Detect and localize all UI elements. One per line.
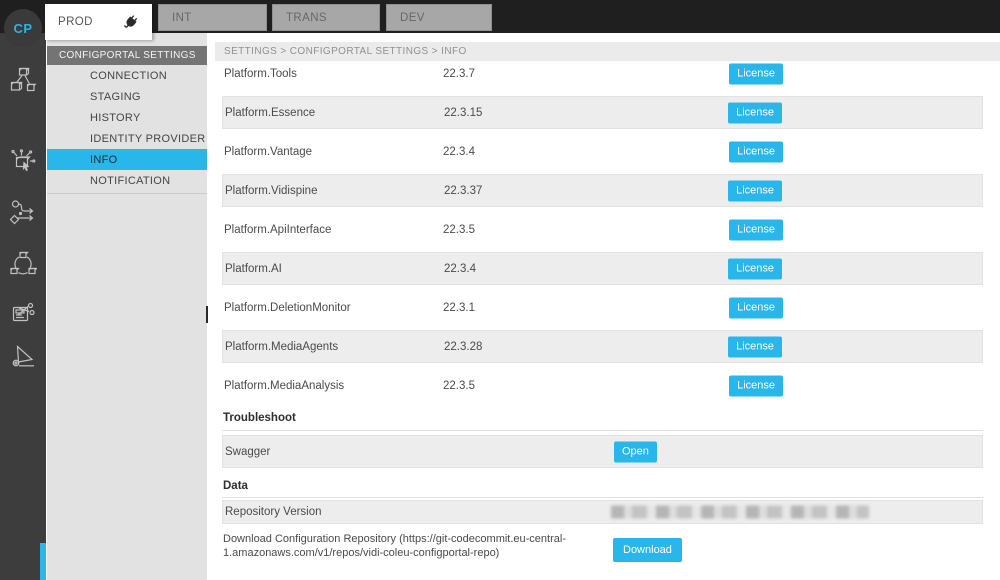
component-version: 22.3.15 bbox=[444, 106, 483, 119]
sidebar-item-history[interactable]: HISTORY bbox=[90, 111, 141, 124]
component-version: 22.3.5 bbox=[443, 223, 475, 236]
component-row bbox=[222, 213, 983, 246]
sidebar-item-notification[interactable]: NOTIFICATION bbox=[90, 174, 171, 187]
license-button[interactable]: License bbox=[729, 219, 783, 240]
tasks-icon[interactable] bbox=[9, 299, 37, 327]
topology-icon[interactable] bbox=[9, 249, 37, 277]
modules-icon[interactable] bbox=[9, 66, 37, 94]
component-name: Platform.AI bbox=[225, 262, 282, 275]
tab-dev-label: DEV bbox=[400, 11, 425, 24]
license-button[interactable]: License bbox=[729, 141, 783, 162]
data-title: Data bbox=[223, 480, 248, 492]
component-row bbox=[222, 369, 983, 402]
download-repository-row bbox=[222, 530, 983, 570]
license-button[interactable]: License bbox=[728, 180, 782, 201]
sidebar-item-connection[interactable]: CONNECTION bbox=[90, 69, 167, 82]
pointer-icon[interactable] bbox=[9, 341, 37, 369]
component-name: Platform.DeletionMonitor bbox=[224, 301, 351, 314]
component-name: Platform.MediaAgents bbox=[225, 340, 339, 353]
repository-version-label: Repository Version bbox=[225, 506, 322, 518]
plug-icon bbox=[123, 14, 139, 30]
component-version: 22.3.5 bbox=[443, 379, 475, 392]
license-button[interactable]: License bbox=[728, 102, 782, 123]
sidebar-item-identity-provider[interactable]: IDENTITY PROVIDER bbox=[90, 132, 206, 145]
sidebar-divider bbox=[47, 193, 207, 194]
sidebar-item-info[interactable]: INFO bbox=[47, 149, 207, 170]
component-version: 22.3.37 bbox=[444, 184, 483, 197]
component-row bbox=[222, 96, 983, 129]
component-row bbox=[222, 291, 983, 324]
tab-prod-label: PROD bbox=[58, 16, 93, 28]
license-button[interactable]: License bbox=[729, 375, 783, 396]
tab-dev[interactable] bbox=[386, 4, 492, 31]
component-version: 22.3.7 bbox=[443, 67, 475, 80]
open-swagger-button[interactable]: Open bbox=[614, 441, 657, 462]
license-button[interactable]: License bbox=[729, 297, 783, 318]
avatar-initials: CP bbox=[13, 20, 33, 36]
component-row bbox=[222, 174, 983, 207]
component-row bbox=[222, 330, 983, 363]
license-button[interactable]: License bbox=[728, 336, 782, 357]
component-row bbox=[222, 57, 983, 90]
component-row bbox=[222, 252, 983, 285]
tab-int-label: INT bbox=[172, 11, 192, 24]
tab-trans[interactable] bbox=[272, 4, 380, 31]
repository-version-row bbox=[222, 500, 983, 524]
component-version: 22.3.1 bbox=[443, 301, 475, 314]
swagger-row bbox=[222, 435, 983, 468]
text-cursor-artifact bbox=[206, 306, 208, 323]
tab-trans-label: TRANS bbox=[286, 11, 327, 24]
troubleshoot-title: Troubleshoot bbox=[223, 412, 296, 424]
automation-icon[interactable] bbox=[9, 147, 37, 175]
active-section-indicator bbox=[40, 543, 46, 580]
tab-prod[interactable] bbox=[45, 4, 152, 40]
section-divider bbox=[222, 430, 983, 431]
component-name: Platform.Vidispine bbox=[225, 184, 318, 197]
download-button[interactable]: Download bbox=[613, 538, 682, 562]
sidebar-header: CONFIGPORTAL SETTINGS bbox=[47, 46, 207, 65]
sidebar-item-staging[interactable]: STAGING bbox=[90, 90, 141, 103]
component-version: 22.3.4 bbox=[443, 145, 475, 158]
component-name: Platform.Tools bbox=[224, 67, 297, 80]
swagger-label: Swagger bbox=[225, 445, 271, 458]
component-version: 22.3.4 bbox=[444, 262, 476, 275]
component-name: Platform.Essence bbox=[225, 106, 316, 119]
avatar[interactable] bbox=[4, 9, 42, 47]
breadcrumb: SETTINGS > CONFIGPORTAL SETTINGS > INFO bbox=[215, 42, 1000, 61]
settings-sidebar bbox=[47, 33, 207, 580]
component-name: Platform.MediaAnalysis bbox=[224, 379, 345, 392]
tab-int[interactable] bbox=[158, 4, 267, 31]
license-button[interactable]: License bbox=[728, 258, 782, 279]
license-button[interactable]: License bbox=[729, 63, 783, 84]
component-version: 22.3.28 bbox=[444, 340, 483, 353]
repository-version-value-redacted bbox=[611, 506, 869, 519]
workflow-icon[interactable] bbox=[9, 198, 37, 226]
component-row bbox=[222, 135, 983, 168]
icon-sidebar bbox=[0, 33, 46, 580]
component-name: Platform.Vantage bbox=[224, 145, 313, 158]
section-divider bbox=[222, 497, 983, 498]
component-name: Platform.ApiInterface bbox=[224, 223, 332, 236]
download-repository-label: Download Configuration Repository (https://git-codecommit.eu-central-1.amazonaws.com/v1/repos/vidi-coleu-configportal-repo) bbox=[223, 533, 566, 559]
